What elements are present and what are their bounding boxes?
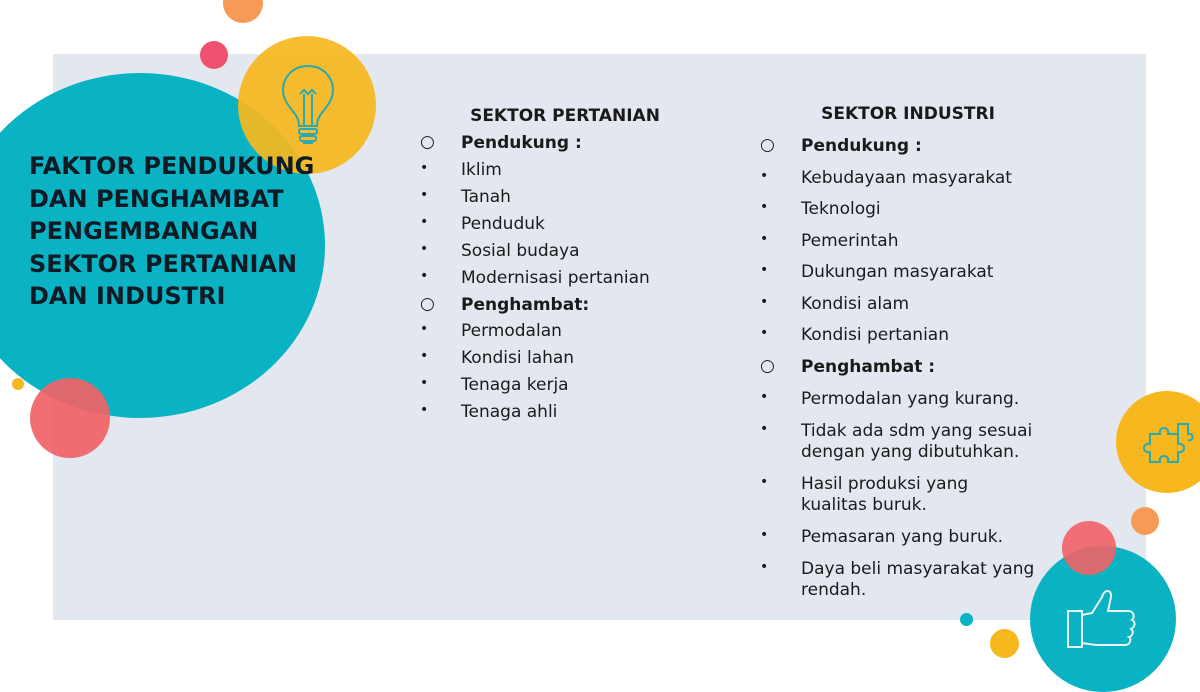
- industri-heading: SEKTOR INDUSTRI: [821, 104, 995, 124]
- puzzle-icon: [1142, 416, 1194, 468]
- deco-circle-coral-bottom: [1062, 521, 1116, 575]
- lightbulb-icon: [278, 60, 338, 150]
- deco-circle-coral-small: [200, 41, 228, 69]
- deco-circle-coral-left: [30, 378, 110, 458]
- deco-circle-yellow-bottom: [990, 629, 1019, 658]
- thumbs-up-icon: [1066, 585, 1138, 651]
- deco-dot-yellow-left: [12, 378, 24, 390]
- deco-circle-orange-right: [1131, 507, 1159, 535]
- deco-circle-orange-top: [223, 0, 263, 23]
- pertanian-heading: SEKTOR PERTANIAN: [470, 106, 660, 126]
- slide-title: FAKTOR PENDUKUNG DAN PENGHAMBAT PENGEMBANGAN SEKTOR PERTANIAN DAN INDUSTRI: [29, 152, 315, 310]
- deco-dot-teal-bottom: [960, 613, 973, 626]
